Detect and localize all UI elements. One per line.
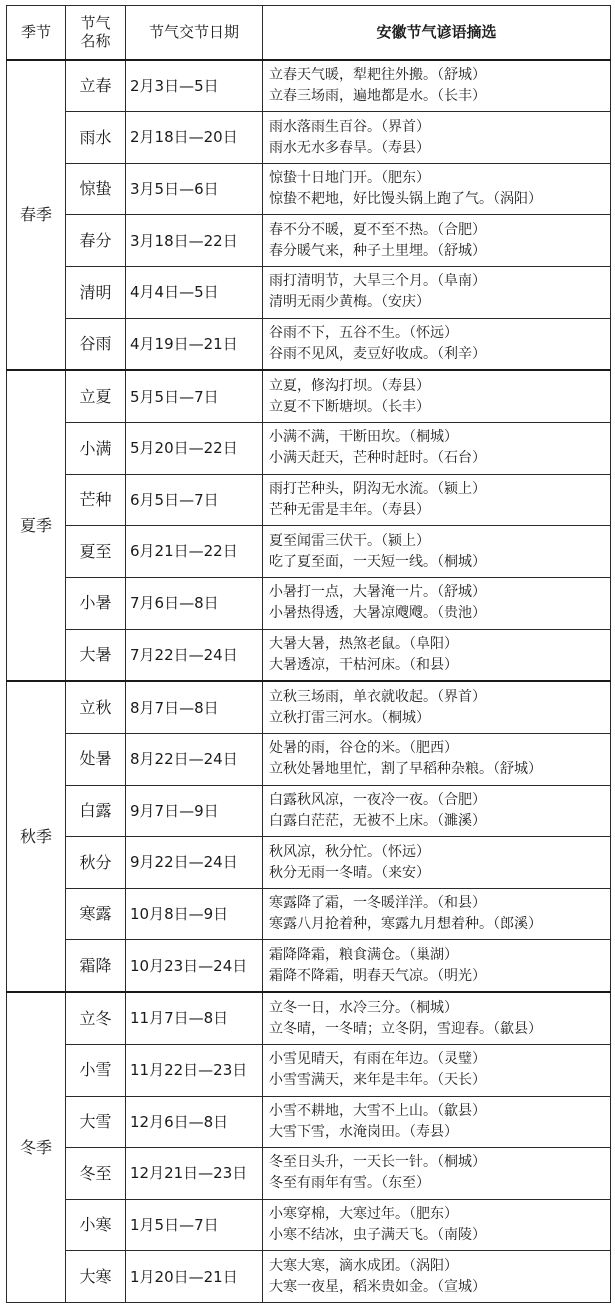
term-date-cell: 5月5日—7日 xyxy=(126,370,263,422)
term-date-cell: 5月20日—22日 xyxy=(126,423,263,475)
term-name-cell: 小暑 xyxy=(66,577,126,629)
table-row xyxy=(7,370,611,422)
saying-line: 雨水落雨生百谷。（界首） xyxy=(269,118,430,135)
saying-line: 立春天气暖，犁耙往外搬。（舒城） xyxy=(269,66,486,83)
table-row xyxy=(7,215,611,267)
saying-line: 大寒大寒，滴水成团。（涡阳） xyxy=(269,1257,458,1274)
term-name-cell: 霜降 xyxy=(66,940,126,992)
term-date-cell: 10月8日—9日 xyxy=(126,888,263,940)
term-name-cell: 寒露 xyxy=(66,888,126,940)
saying-line: 小满天赶天，芒种时赶时。（石台） xyxy=(269,450,486,467)
table-row xyxy=(7,60,611,112)
saying-line: 立冬晴，一冬晴；立冬阴，雪迎春。（歙县） xyxy=(269,1020,542,1037)
saying-line: 大暑透凉，干枯河床。（和县） xyxy=(269,656,458,673)
term-date-cell: 12月21日—23日 xyxy=(126,1148,263,1200)
saying-line: 雨打清明节，大旱三个月。（阜南） xyxy=(269,273,486,290)
header-term xyxy=(66,6,126,60)
table-row xyxy=(7,423,611,475)
season-group xyxy=(7,60,611,371)
sayings-cell xyxy=(263,733,611,785)
table-row xyxy=(7,1096,611,1148)
season-group xyxy=(7,681,611,992)
term-date-cell: 8月22日—24日 xyxy=(126,733,263,785)
sayings-cell xyxy=(263,629,611,681)
saying-line: 小雪不耕地，大雪不上山。（歙县） xyxy=(269,1102,486,1119)
term-name-cell: 大寒 xyxy=(66,1251,126,1303)
term-name-cell: 小满 xyxy=(66,423,126,475)
saying-line: 小雪见晴天，有雨在年边。（灵璧） xyxy=(269,1051,486,1068)
table-row xyxy=(7,163,611,215)
sayings-cell xyxy=(263,1199,611,1251)
term-date-cell: 1月20日—21日 xyxy=(126,1251,263,1303)
saying-line: 秋风凉，秋分忙。（怀远） xyxy=(269,843,430,860)
saying-line: 夏至闻雷三伏干。（颍上） xyxy=(269,532,430,549)
table-row xyxy=(7,1199,611,1251)
saying-line: 清明无雨少黄梅。（安庆） xyxy=(269,294,430,311)
table-row xyxy=(7,733,611,785)
term-name-cell: 清明 xyxy=(66,267,126,319)
term-date-cell: 2月18日—20日 xyxy=(126,112,263,164)
saying-line: 芒种无雷是丰年。（寿县） xyxy=(269,502,430,518)
term-date-cell: 4月19日—21日 xyxy=(126,318,263,370)
term-name-cell: 芒种 xyxy=(66,474,126,526)
saying-line: 春分暖气来，种子土里埋。（舒城） xyxy=(269,242,486,259)
term-date-cell: 12月6日—8日 xyxy=(126,1096,263,1148)
sayings-cell xyxy=(263,318,611,370)
sayings-cell xyxy=(263,215,611,267)
saying-line: 大雪下雪，水淹岗田。（寿县） xyxy=(269,1123,458,1140)
sayings-cell xyxy=(263,785,611,837)
sayings-cell xyxy=(263,940,611,992)
saying-line: 小寒不结冰，虫子满天飞。（南陵） xyxy=(269,1227,486,1244)
term-name-cell: 大雪 xyxy=(66,1096,126,1148)
term-name-cell: 春分 xyxy=(66,215,126,267)
saying-line: 冬至有雨年有雪。（东至） xyxy=(269,1175,430,1192)
term-name-cell: 秋分 xyxy=(66,837,126,889)
sayings-cell xyxy=(263,888,611,940)
table-row xyxy=(7,112,611,164)
season-group xyxy=(7,370,611,681)
term-date-cell: 2月3日—5日 xyxy=(126,60,263,112)
term-name-cell: 立冬 xyxy=(66,992,126,1044)
saying-line: 立秋处暑地里忙，割了早稻种杂粮。（舒城） xyxy=(269,761,542,778)
saying-line: 白露白茫茫，无被不上床。（濉溪） xyxy=(269,812,486,829)
term-name-cell: 雨水 xyxy=(66,112,126,164)
saying-line: 冬至日头升，一天长一针。（桐城） xyxy=(269,1154,486,1171)
saying-line: 立春三场雨，遍地都是水。（长丰） xyxy=(269,87,486,104)
saying-line: 白露秋风凉，一夜冷一夜。（合肥） xyxy=(269,791,486,808)
saying-line: 吃了夏至面，一天短一线。（桐城） xyxy=(269,553,486,570)
sayings-cell xyxy=(263,577,611,629)
season-group xyxy=(7,992,611,1302)
saying-line: 寒露降了霜，一冬暖洋洋。（和县） xyxy=(269,895,486,912)
term-name-cell: 立夏 xyxy=(66,370,126,422)
term-date-cell: 8月7日—8日 xyxy=(126,681,263,733)
sayings-cell xyxy=(263,681,611,733)
term-name-cell: 冬至 xyxy=(66,1148,126,1200)
saying-line: 秋分无雨一冬晴。（来安） xyxy=(269,864,430,881)
sayings-cell xyxy=(263,1251,611,1303)
sayings-cell xyxy=(263,112,611,164)
saying-line: 小雪雪满天，来年是丰年。（天长） xyxy=(269,1072,486,1089)
table-row xyxy=(7,940,611,992)
saying-line: 小满不满，干断田坎。（桐城） xyxy=(269,429,458,446)
table-row xyxy=(7,526,611,578)
term-date-cell: 3月18日—22日 xyxy=(126,215,263,267)
saying-line: 霜降不降霜，明春天气凉。（明光） xyxy=(269,967,486,984)
term-date-cell: 4月4日—5日 xyxy=(126,267,263,319)
term-name-cell: 白露 xyxy=(66,785,126,837)
header-season: 季节 xyxy=(7,6,66,60)
term-date-cell: 10月23日—24日 xyxy=(126,940,263,992)
term-date-cell: 9月22日—24日 xyxy=(126,837,263,889)
table-header-row xyxy=(7,6,611,60)
header-term-text: 节气名称 xyxy=(80,13,111,51)
table-row xyxy=(7,785,611,837)
sayings-cell xyxy=(263,423,611,475)
term-name-cell: 小雪 xyxy=(66,1044,126,1096)
season-cell: 秋季 xyxy=(7,681,66,992)
term-date-cell: 7月22日—24日 xyxy=(126,629,263,681)
term-date-cell: 1月5日—7日 xyxy=(126,1199,263,1251)
saying-line: 春不分不暖，夏不至不热。（合肥） xyxy=(269,221,486,238)
saying-line: 谷雨不见风，麦豆好收成。（利辛） xyxy=(269,346,486,363)
term-date-cell: 7月6日—8日 xyxy=(126,577,263,629)
saying-line: 立秋三场雨，单衣就收起。（界首） xyxy=(269,688,486,705)
header-sayings: 安徽节气谚语摘选 xyxy=(263,6,611,60)
table-row xyxy=(7,681,611,733)
header-date: 节气交节日期 xyxy=(126,6,263,60)
term-name-cell: 小寒 xyxy=(66,1199,126,1251)
term-date-cell: 9月7日—9日 xyxy=(126,785,263,837)
saying-line: 雨水无水多春旱。（寿县） xyxy=(269,139,430,156)
sayings-cell xyxy=(263,837,611,889)
saying-line: 小寒穿棉，大寒过年。（肥东） xyxy=(269,1206,458,1223)
saying-line: 惊蛰不耙地，好比馒头锅上跑了气。（涡阳） xyxy=(269,191,542,208)
season-cell: 春季 xyxy=(7,60,66,371)
term-name-cell: 大暑 xyxy=(66,629,126,681)
season-cell: 冬季 xyxy=(7,992,66,1302)
saying-line: 立夏，修沟打坝。（寿县） xyxy=(269,377,430,394)
saying-line: 立冬一日，水冷三分。（桐城） xyxy=(269,999,458,1016)
sayings-cell xyxy=(263,1044,611,1096)
table-row xyxy=(7,474,611,526)
table-row xyxy=(7,318,611,370)
table-row xyxy=(7,992,611,1044)
saying-line: 小暑热得透，大暑凉飕飕。（贵池） xyxy=(269,605,486,622)
table-row xyxy=(7,1251,611,1303)
sayings-cell xyxy=(263,474,611,526)
saying-line: 惊蛰十日地门开。（肥东） xyxy=(269,170,430,187)
term-date-cell: 3月5日—6日 xyxy=(126,163,263,215)
sayings-cell xyxy=(263,60,611,112)
sayings-cell xyxy=(263,267,611,319)
term-name-cell: 立秋 xyxy=(66,681,126,733)
term-name-cell: 谷雨 xyxy=(66,318,126,370)
sayings-cell xyxy=(263,992,611,1044)
table-row xyxy=(7,629,611,681)
sayings-cell xyxy=(263,163,611,215)
sayings-cell xyxy=(263,1148,611,1200)
season-cell: 夏季 xyxy=(7,370,66,681)
saying-line: 谷雨不下，五谷不生。（怀远） xyxy=(269,325,458,342)
table-row xyxy=(7,1148,611,1200)
term-date-cell: 6月5日—7日 xyxy=(126,474,263,526)
saying-line: 立夏不下断塘坝。（长丰） xyxy=(269,398,430,415)
saying-line: 寒露八月抢着种，寒露九月想着种。（郎溪） xyxy=(269,916,542,933)
table-row xyxy=(7,888,611,940)
saying-line: 大寒一夜星，稻米贵如金。（宣城） xyxy=(269,1278,486,1295)
saying-line: 处暑的雨，谷仓的米。（肥西） xyxy=(269,740,458,757)
term-name-cell: 惊蛰 xyxy=(66,163,126,215)
sayings-cell xyxy=(263,526,611,578)
table-row xyxy=(7,577,611,629)
sayings-cell xyxy=(263,370,611,422)
term-date-cell: 6月21日—22日 xyxy=(126,526,263,578)
saying-line: 雨打芒种头，阴沟无水流。（颍上） xyxy=(269,481,486,497)
table-row xyxy=(7,837,611,889)
term-name-cell: 处暑 xyxy=(66,733,126,785)
term-name-cell: 立春 xyxy=(66,60,126,112)
saying-line: 大暑大暑，热煞老鼠。（阜阳） xyxy=(269,635,458,652)
term-name-cell: 夏至 xyxy=(66,526,126,578)
solar-terms-table xyxy=(6,5,611,1303)
term-date-cell: 11月7日—8日 xyxy=(126,992,263,1044)
table-row xyxy=(7,267,611,319)
table-row xyxy=(7,1044,611,1096)
saying-line: 小暑打一点，大暑淹一片。（舒城） xyxy=(269,584,486,601)
saying-line: 霜降降霜，粮食满仓。（巢湖） xyxy=(269,946,458,963)
term-date-cell: 11月22日—23日 xyxy=(126,1044,263,1096)
sayings-cell xyxy=(263,1096,611,1148)
saying-line: 立秋打雷三河水。（桐城） xyxy=(269,709,430,726)
